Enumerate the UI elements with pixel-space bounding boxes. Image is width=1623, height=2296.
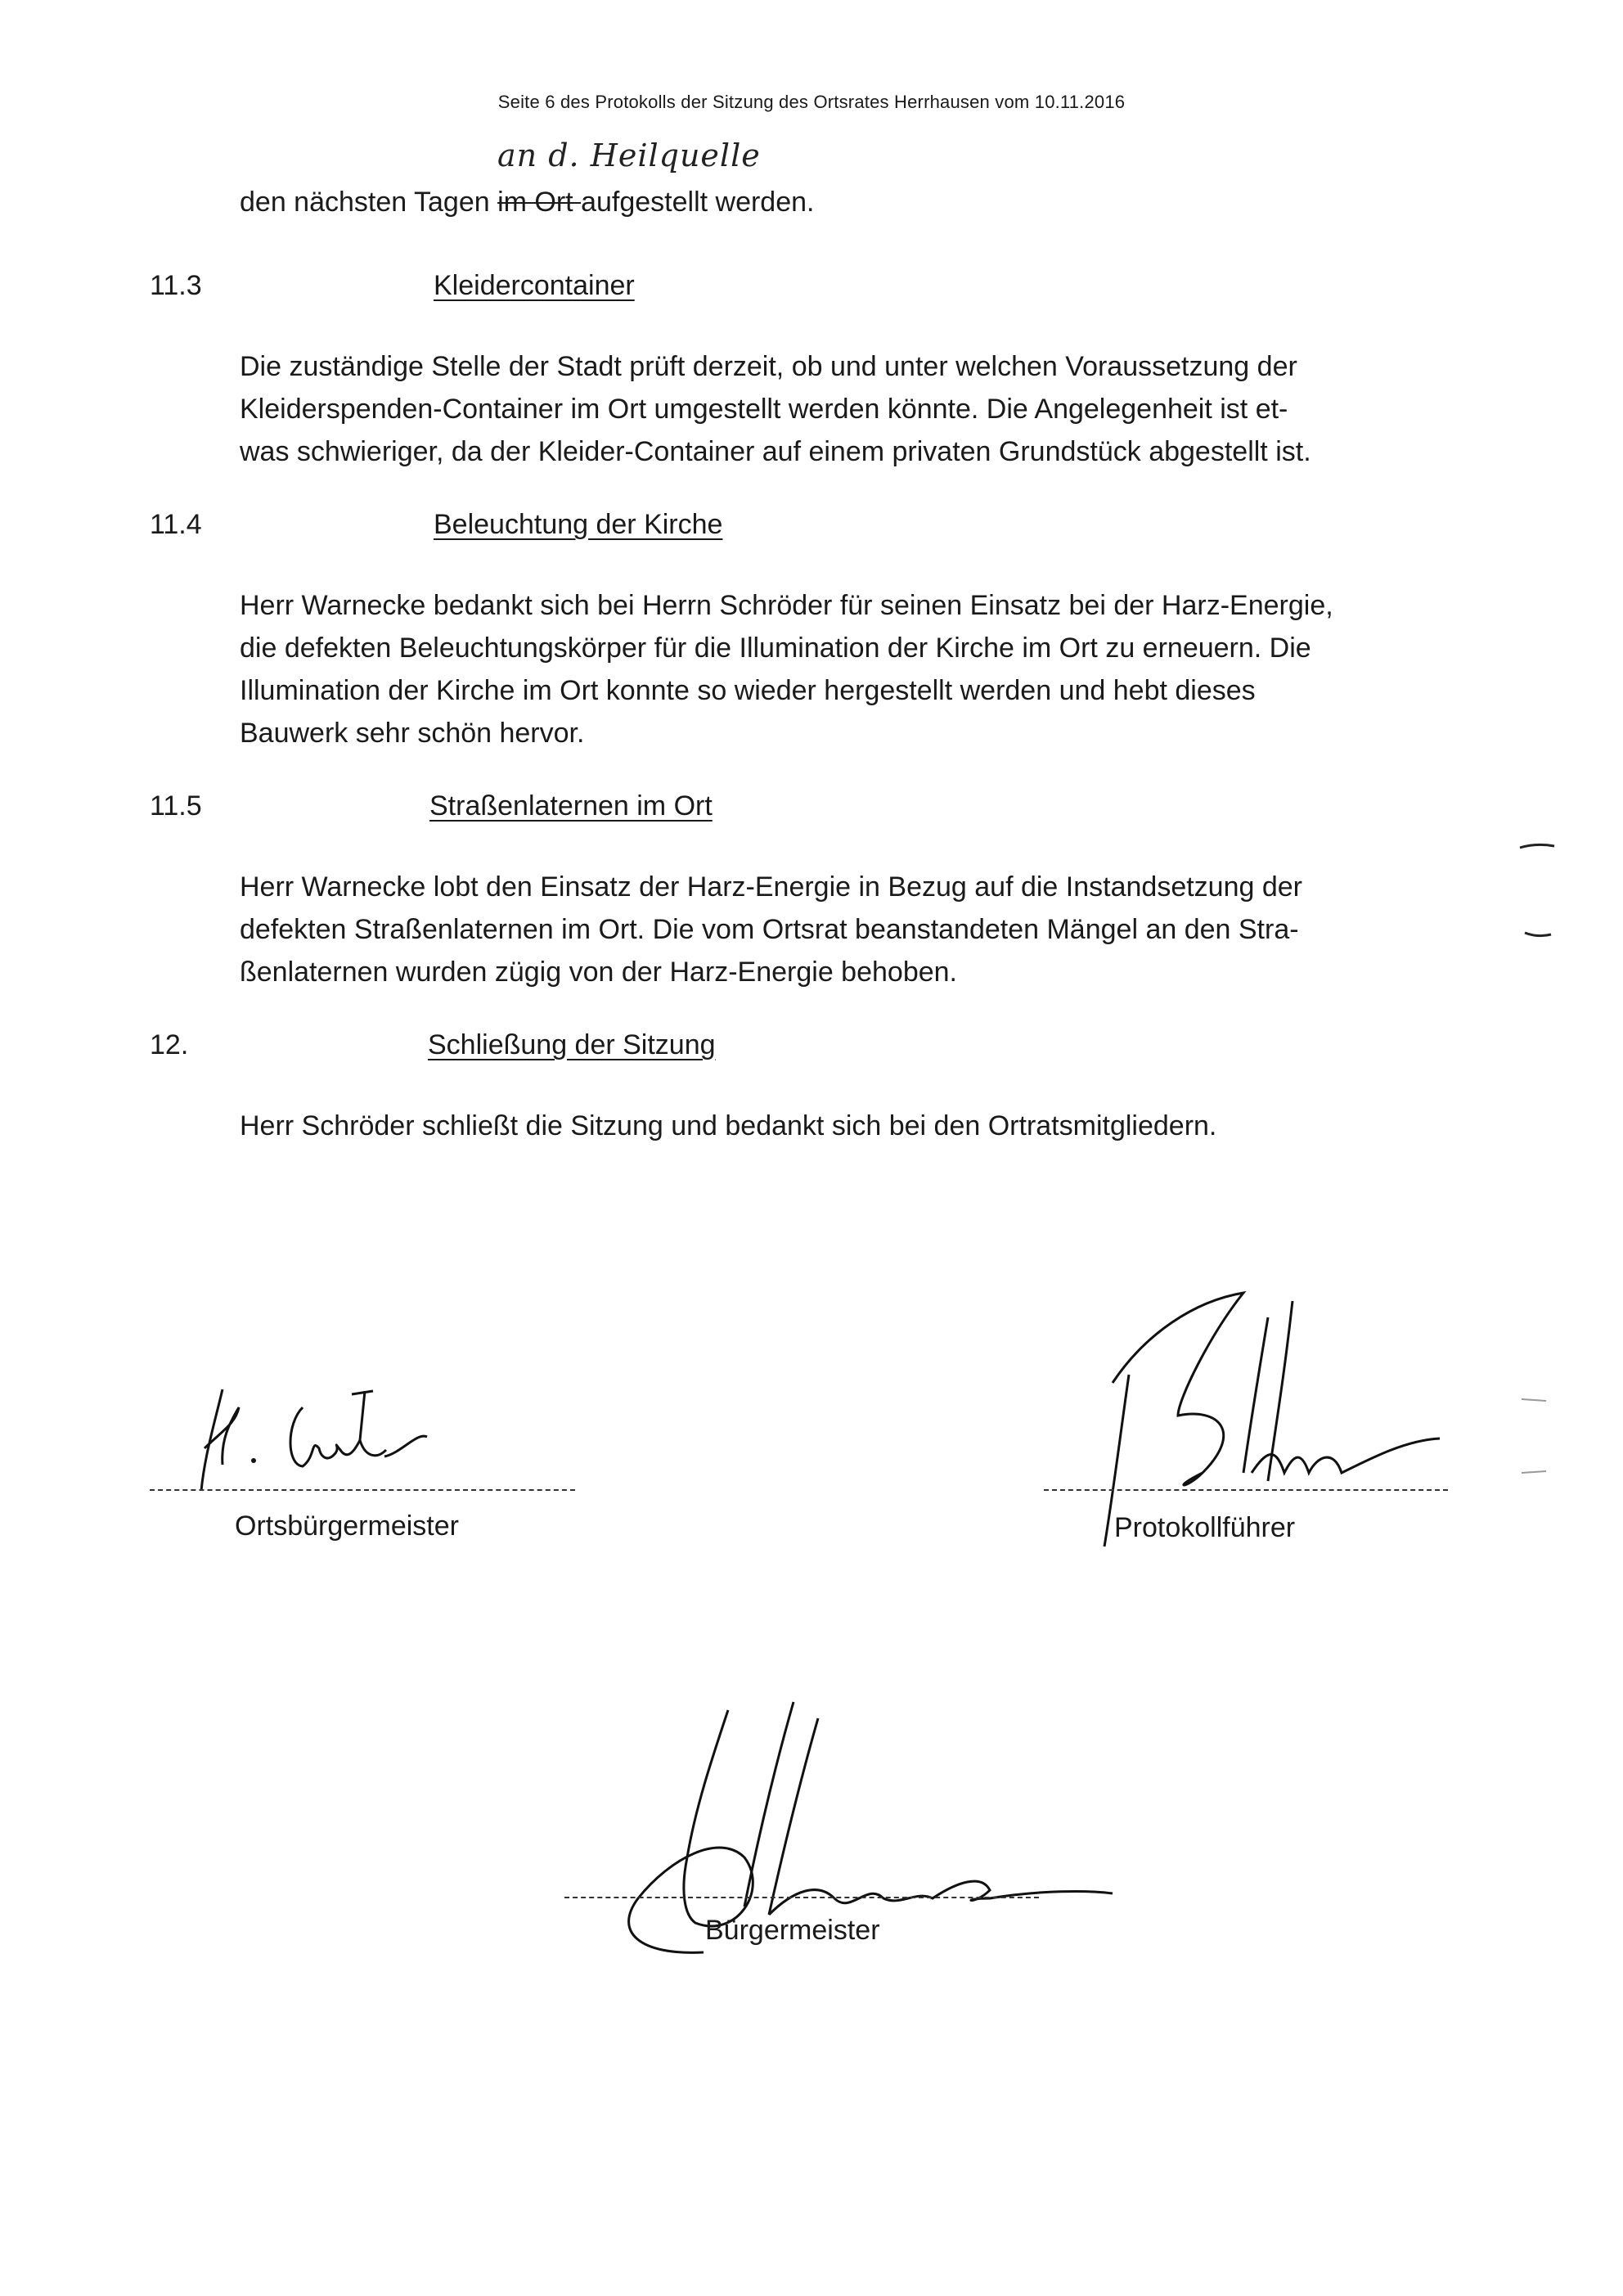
paragraph-line: Herr Warnecke lobt den Einsatz der Harz-Energie in Bezug auf die Instandsetzung der xyxy=(240,871,1302,903)
paragraph-line: Herr Warnecke bedankt sich bei Herrn Schröder für seinen Einsatz bei der Harz-Energie, xyxy=(240,590,1333,621)
section-paragraph xyxy=(240,584,1424,754)
section-paragraph xyxy=(240,866,1424,993)
signature-label: Bürgermeister xyxy=(705,1915,880,1946)
section-paragraph xyxy=(240,1105,1424,1147)
paragraph-line: Illumination der Kirche im Ort konnte so wieder hergestellt werden und hebt dieses xyxy=(240,675,1256,706)
paragraph-line: Die zuständige Stelle der Stadt prüft derzeit, ob und unter welchen Voraussetzung der xyxy=(240,351,1297,382)
signature-ortsbuergermeister xyxy=(172,1375,499,1506)
paragraph-line: ßenlaternen wurden zügig von der Harz-Energie behoben. xyxy=(240,957,957,988)
section-heading: Straßenlaternen im Ort xyxy=(429,790,713,822)
handwritten-insert: an d. Heilquelle xyxy=(497,137,761,173)
section-heading: Kleidercontainer xyxy=(434,270,635,301)
paragraph-line: was schwieriger, da der Kleider-Container auf einem privaten Grundstück abgestellt ist. xyxy=(240,436,1311,467)
section-paragraph xyxy=(240,345,1424,473)
paragraph-line: die defekten Beleuchtungskörper für die Illumination der Kirche im Ort zu erneuern. Die xyxy=(240,633,1311,664)
intro-line xyxy=(240,187,814,218)
paragraph-line: Kleiderspenden-Container im Ort umgestellt werden könnte. Die Angelegenheit ist et- xyxy=(240,394,1288,425)
intro-text-after: aufgestellt werden. xyxy=(581,187,815,218)
section-number: 11.5 xyxy=(150,790,202,822)
paragraph-line: defekten Straßenlaternen im Ort. Die vom Ortsrat beanstandeten Mängel an den Stra- xyxy=(240,914,1299,945)
signature-line xyxy=(1044,1489,1448,1491)
section-heading: Schließung der Sitzung xyxy=(428,1029,716,1060)
signature-line xyxy=(150,1489,575,1491)
margin-mark xyxy=(1513,835,1562,957)
struck-text: im Ort xyxy=(497,187,582,218)
section-number: 12. xyxy=(150,1029,189,1060)
paragraph-line: Bauwerk sehr schön hervor. xyxy=(240,718,585,749)
paragraph-line: Herr Schröder schließt die Sitzung und bedankt sich bei den Ortratsmitgliedern. xyxy=(240,1110,1217,1141)
signature-line xyxy=(564,1897,1039,1898)
section-heading: Beleuchtung der Kirche xyxy=(434,509,723,540)
intro-text-before: den nächsten Tagen xyxy=(240,187,498,218)
section-number: 11.4 xyxy=(150,509,202,540)
section-number: 11.3 xyxy=(150,270,202,301)
page-header: Seite 6 des Protokolls der Sitzung des Ortsrates Herrhausen vom 10.11.2016 xyxy=(497,92,1126,112)
signature-label: Ortsbürgermeister xyxy=(235,1510,459,1542)
margin-mark xyxy=(1513,1383,1562,1497)
signature-label: Protokollführer xyxy=(1114,1512,1296,1543)
